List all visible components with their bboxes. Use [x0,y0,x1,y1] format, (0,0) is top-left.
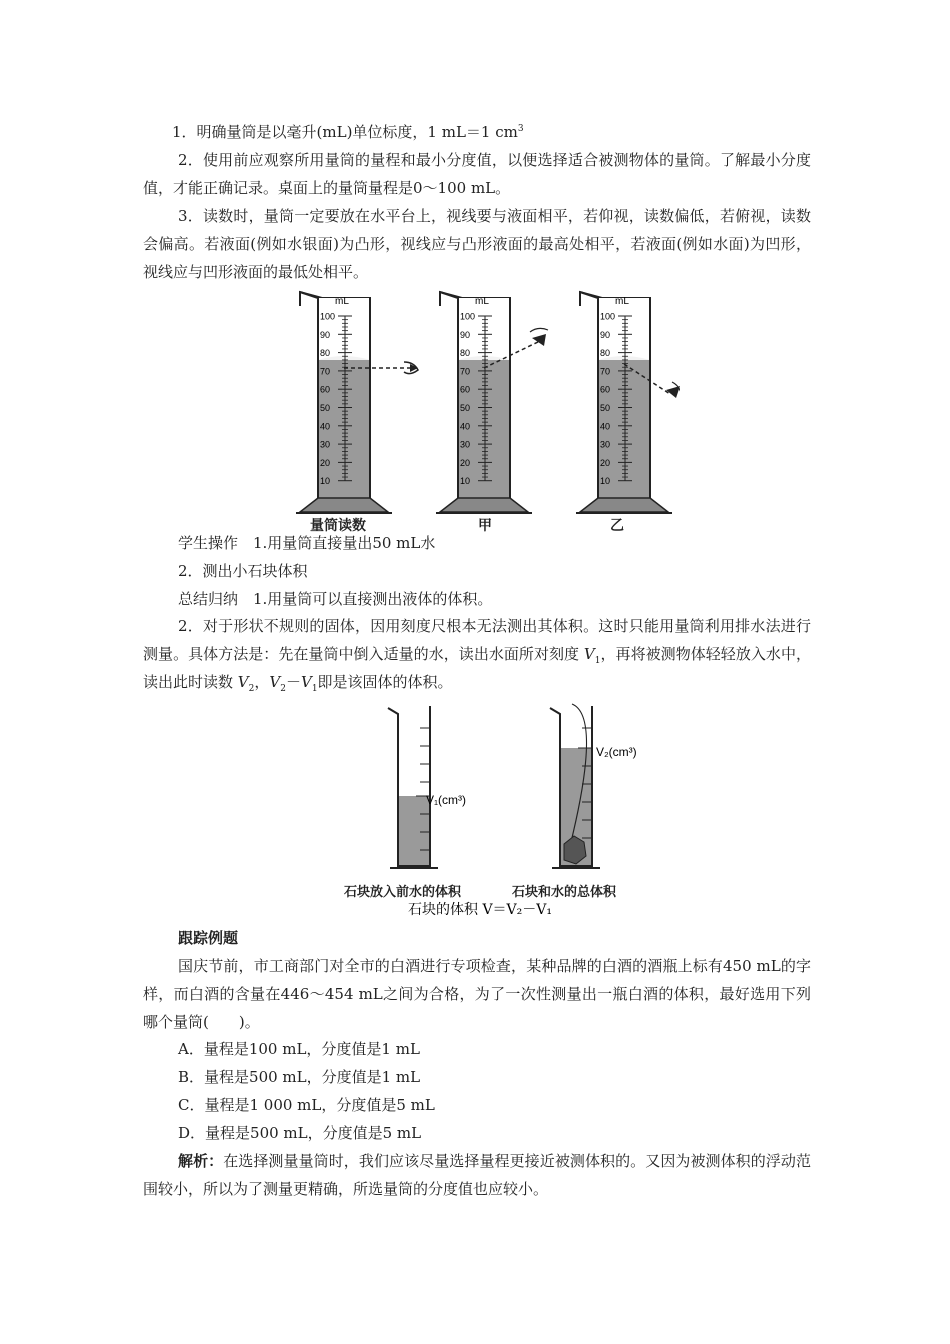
tick-label: 80 [320,348,331,359]
v1-label: V₁(cm³) [426,793,467,807]
tick-label: 100 [320,311,336,322]
unit-label: mL [335,296,349,307]
paragraph-2: 2．使用前应观察所用量筒的量程和最小分度值，以便选择适合被测物体的量筒。了解最小分度值，才能正确记录。桌面上的量筒量程是0～100 mL。 [143,151,811,197]
tick-label: 70 [320,366,331,377]
tick-label: 80 [460,348,471,359]
option-c: C．量程是1 000 mL，分度值是5 mL [178,1096,435,1114]
tick-label: 50 [320,403,331,413]
cylinder-before [388,706,466,868]
svg-text:mL: mL [615,296,629,307]
tick-label: 20 [460,457,471,468]
volume-formula: 石块的体积 V＝V₂－V₁ [408,902,553,918]
tick-label: 30 [320,439,331,450]
option-d: D．量程是500 mL，分度值是5 mL [178,1124,422,1142]
paragraph-6: 总结归纳 1.用量筒可以直接测出液体的体积。 [178,590,493,608]
tick-label: 20 [320,457,331,468]
cylinder-jia [436,292,548,513]
tick-label: 10 [600,476,611,487]
tick-label: 50 [460,403,471,413]
v2-label: V₂(cm³) [596,745,637,759]
tick-label: 90 [460,329,471,340]
tick-label: 40 [460,421,471,432]
tick-label: 60 [320,384,331,395]
question-text: 国庆节前，市工商部门对全市的白酒进行专项检查，某种品牌的白酒的酒瓶上标有450 mL的字样，而白酒的含量在446～454 mL之间为合格，为了一次性测量出一瓶白酒的体积，最好选用下列哪个量筒( )。 [143,957,811,1031]
analysis-label: 解析： [178,1152,224,1170]
eye-icon [532,334,546,346]
tick-label: 10 [460,476,471,487]
tick-label: 70 [460,366,471,377]
paragraph-1: 1．明确量筒是以毫升(mL)单位标度，1 mL＝1 $cm^3$ [172,123,524,141]
tick-label: 90 [600,329,611,340]
caption-before: 石块放入前水的体积 [344,885,462,900]
option-b: B．量程是500 mL，分度值是1 mL [178,1068,421,1086]
tick-label: 50 [600,403,611,413]
svg-text:mL: mL [475,296,489,307]
tick-label: 80 [600,348,611,359]
tick-label: 90 [320,329,331,340]
paragraph-7: 2．对于形状不规则的固体，因用刻度尺根本无法测出其体积。这时只能用量筒利用排水法进行测量。具体方法是：先在量筒中倒入适量的水，读出水面所对刻度 $V_1$，再将被测物体轻轻放入水中，读出此时读数 $V_2$，$V_2-V_1$即是该固体的体积。 [143,617,811,694]
tick-label: 40 [320,421,331,432]
tick-label: 60 [600,384,611,395]
caption-main: 量筒读数 [310,518,366,534]
option-a: A．量程是100 mL，分度值是1 mL [178,1040,420,1058]
paragraph-4: 学生操作 1.用量筒直接量出50 mL水 [178,534,436,552]
tick-label: 100 [460,311,476,322]
tick-label: 10 [320,476,331,487]
tick-label: 40 [600,421,611,432]
caption-after: 石块和水的总体积 [512,885,617,900]
analysis-paragraph: 解析：在选择测量量筒时，我们应该尽量选择量程更接近被测体积的。又因为被测体积的浮动范围较小，所以为了测量更精确，所选量筒的分度值也应较小。 [143,1152,811,1198]
cylinder-reading-figure [280,286,680,536]
cylinder-yi [576,292,680,513]
tick-label: 30 [600,439,611,450]
cylinder-after [550,704,637,868]
caption-yi: 乙 [610,518,624,534]
tick-label: 30 [460,439,471,450]
tick-label: 70 [600,366,611,377]
section-title: 跟踪例题 [178,929,239,947]
tick-label: 100 [600,311,616,322]
displacement-figure [330,696,650,918]
cylinder-main [296,292,418,513]
caption-jia: 甲 [478,518,492,534]
tick-label: 60 [460,384,471,395]
paragraph-3: 3．读数时，量筒一定要放在水平台上，视线要与液面相平，若仰视，读数偏低，若俯视，读数会偏高。若液面(例如水银面)为凸形，视线应与凸形液面的最高处相平，若液面(例如水面)为凹形，视线应与凹形液面的最低处相平。 [143,207,811,281]
paragraph-5: 2．测出小石块体积 [178,562,308,580]
tick-label: 20 [600,457,611,468]
